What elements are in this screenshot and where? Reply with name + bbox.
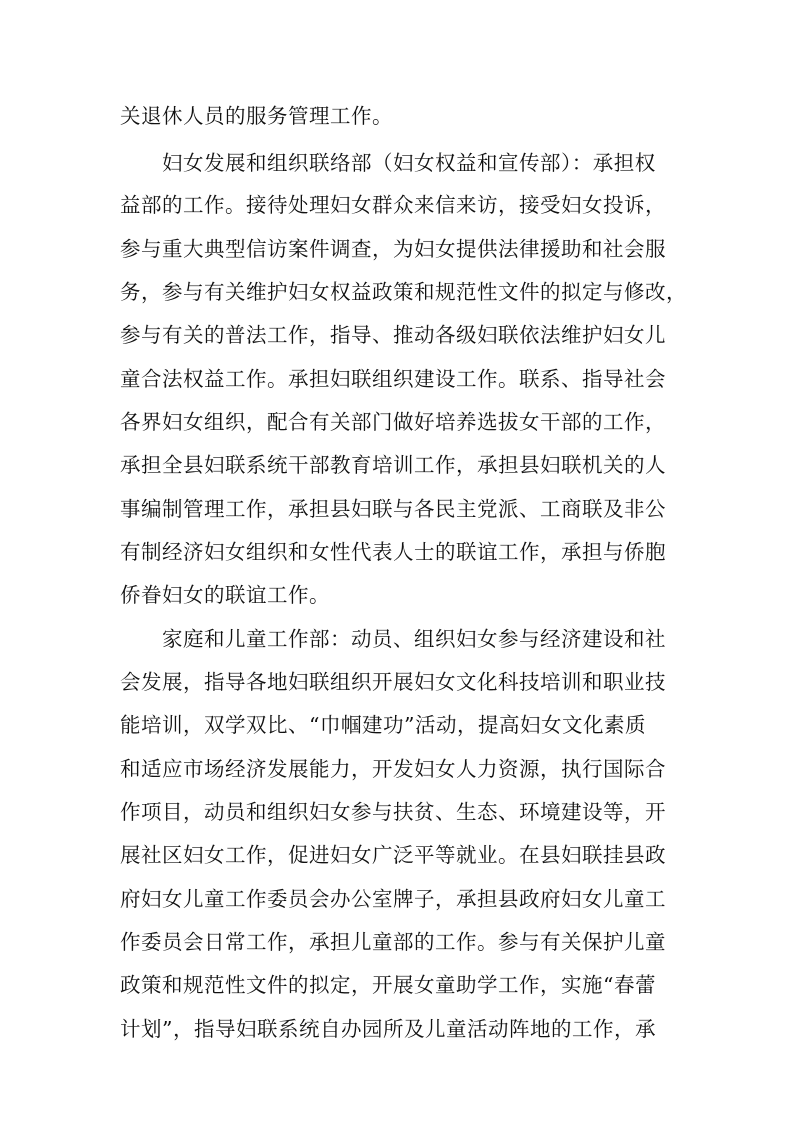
text-line: 关退休人员的服务管理工作。 [120,104,393,128]
text-line: 各界妇女组织，配合有关部门做好培养选拔女干部的工作， [120,410,666,434]
text-line: 益部的工作。接待处理妇女群众来信来访，接受妇女投诉， [120,193,666,217]
text-line: 府妇女儿童工作委员会办公室牌子，承担县政府妇女儿童工 [120,887,666,911]
text-line: 承担全县妇联系统干部教育培训工作，承担县妇联机关的人 [120,453,666,477]
text-line: 能培训，双学双比、“巾帼建功”活动，提高妇女文化素质 [120,713,646,737]
text-line: 事编制管理工作，承担县妇联与各民主党派、工商联及非公 [120,497,666,521]
text-line: 会发展，指导各地妇联组织开展妇女文化科技培训和职业技 [120,670,666,694]
paragraph-start-line: 妇女发展和组织联络部（妇女权益和宣传部）：承担权 [162,151,656,175]
text-line: 展社区妇女工作，促进妇女广泛平等就业。在县妇联挂县政 [120,843,666,867]
text-line: 政策和规范性文件的拟定，开展女童助学工作，实施“春蕾 [120,973,656,997]
text-line: 务，参与有关维护妇女权益政策和规范性文件的拟定与修改， [120,280,687,304]
text-line: 参与重大典型信访案件调查，为妇女提供法律援助和社会服 [120,237,666,261]
text-line: 和适应市场经济发展能力，开发妇女人力资源，执行国际合 [120,757,666,781]
text-line: 有制经济妇女组织和女性代表人士的联谊工作，承担与侨胞 [120,540,666,564]
text-line: 计划”，指导妇联系统自办园所及儿童活动阵地的工作，承 [120,1017,656,1041]
text-line: 作项目，动员和组织妇女参与扶贫、生态、环境建设等，开 [120,800,666,824]
text-line: 作委员会日常工作，承担儿童部的工作。参与有关保护儿童 [120,930,666,954]
paragraph-start-line: 家庭和儿童工作部：动员、组织妇女参与经济建设和社 [162,627,666,651]
text-line: 参与有关的普法工作，指导、推动各级妇联依法维护妇女儿 [120,323,666,347]
text-line: 童合法权益工作。承担妇联组织建设工作。联系、指导社会 [120,367,666,391]
text-line: 侨眷妇女的联谊工作。 [120,583,330,607]
